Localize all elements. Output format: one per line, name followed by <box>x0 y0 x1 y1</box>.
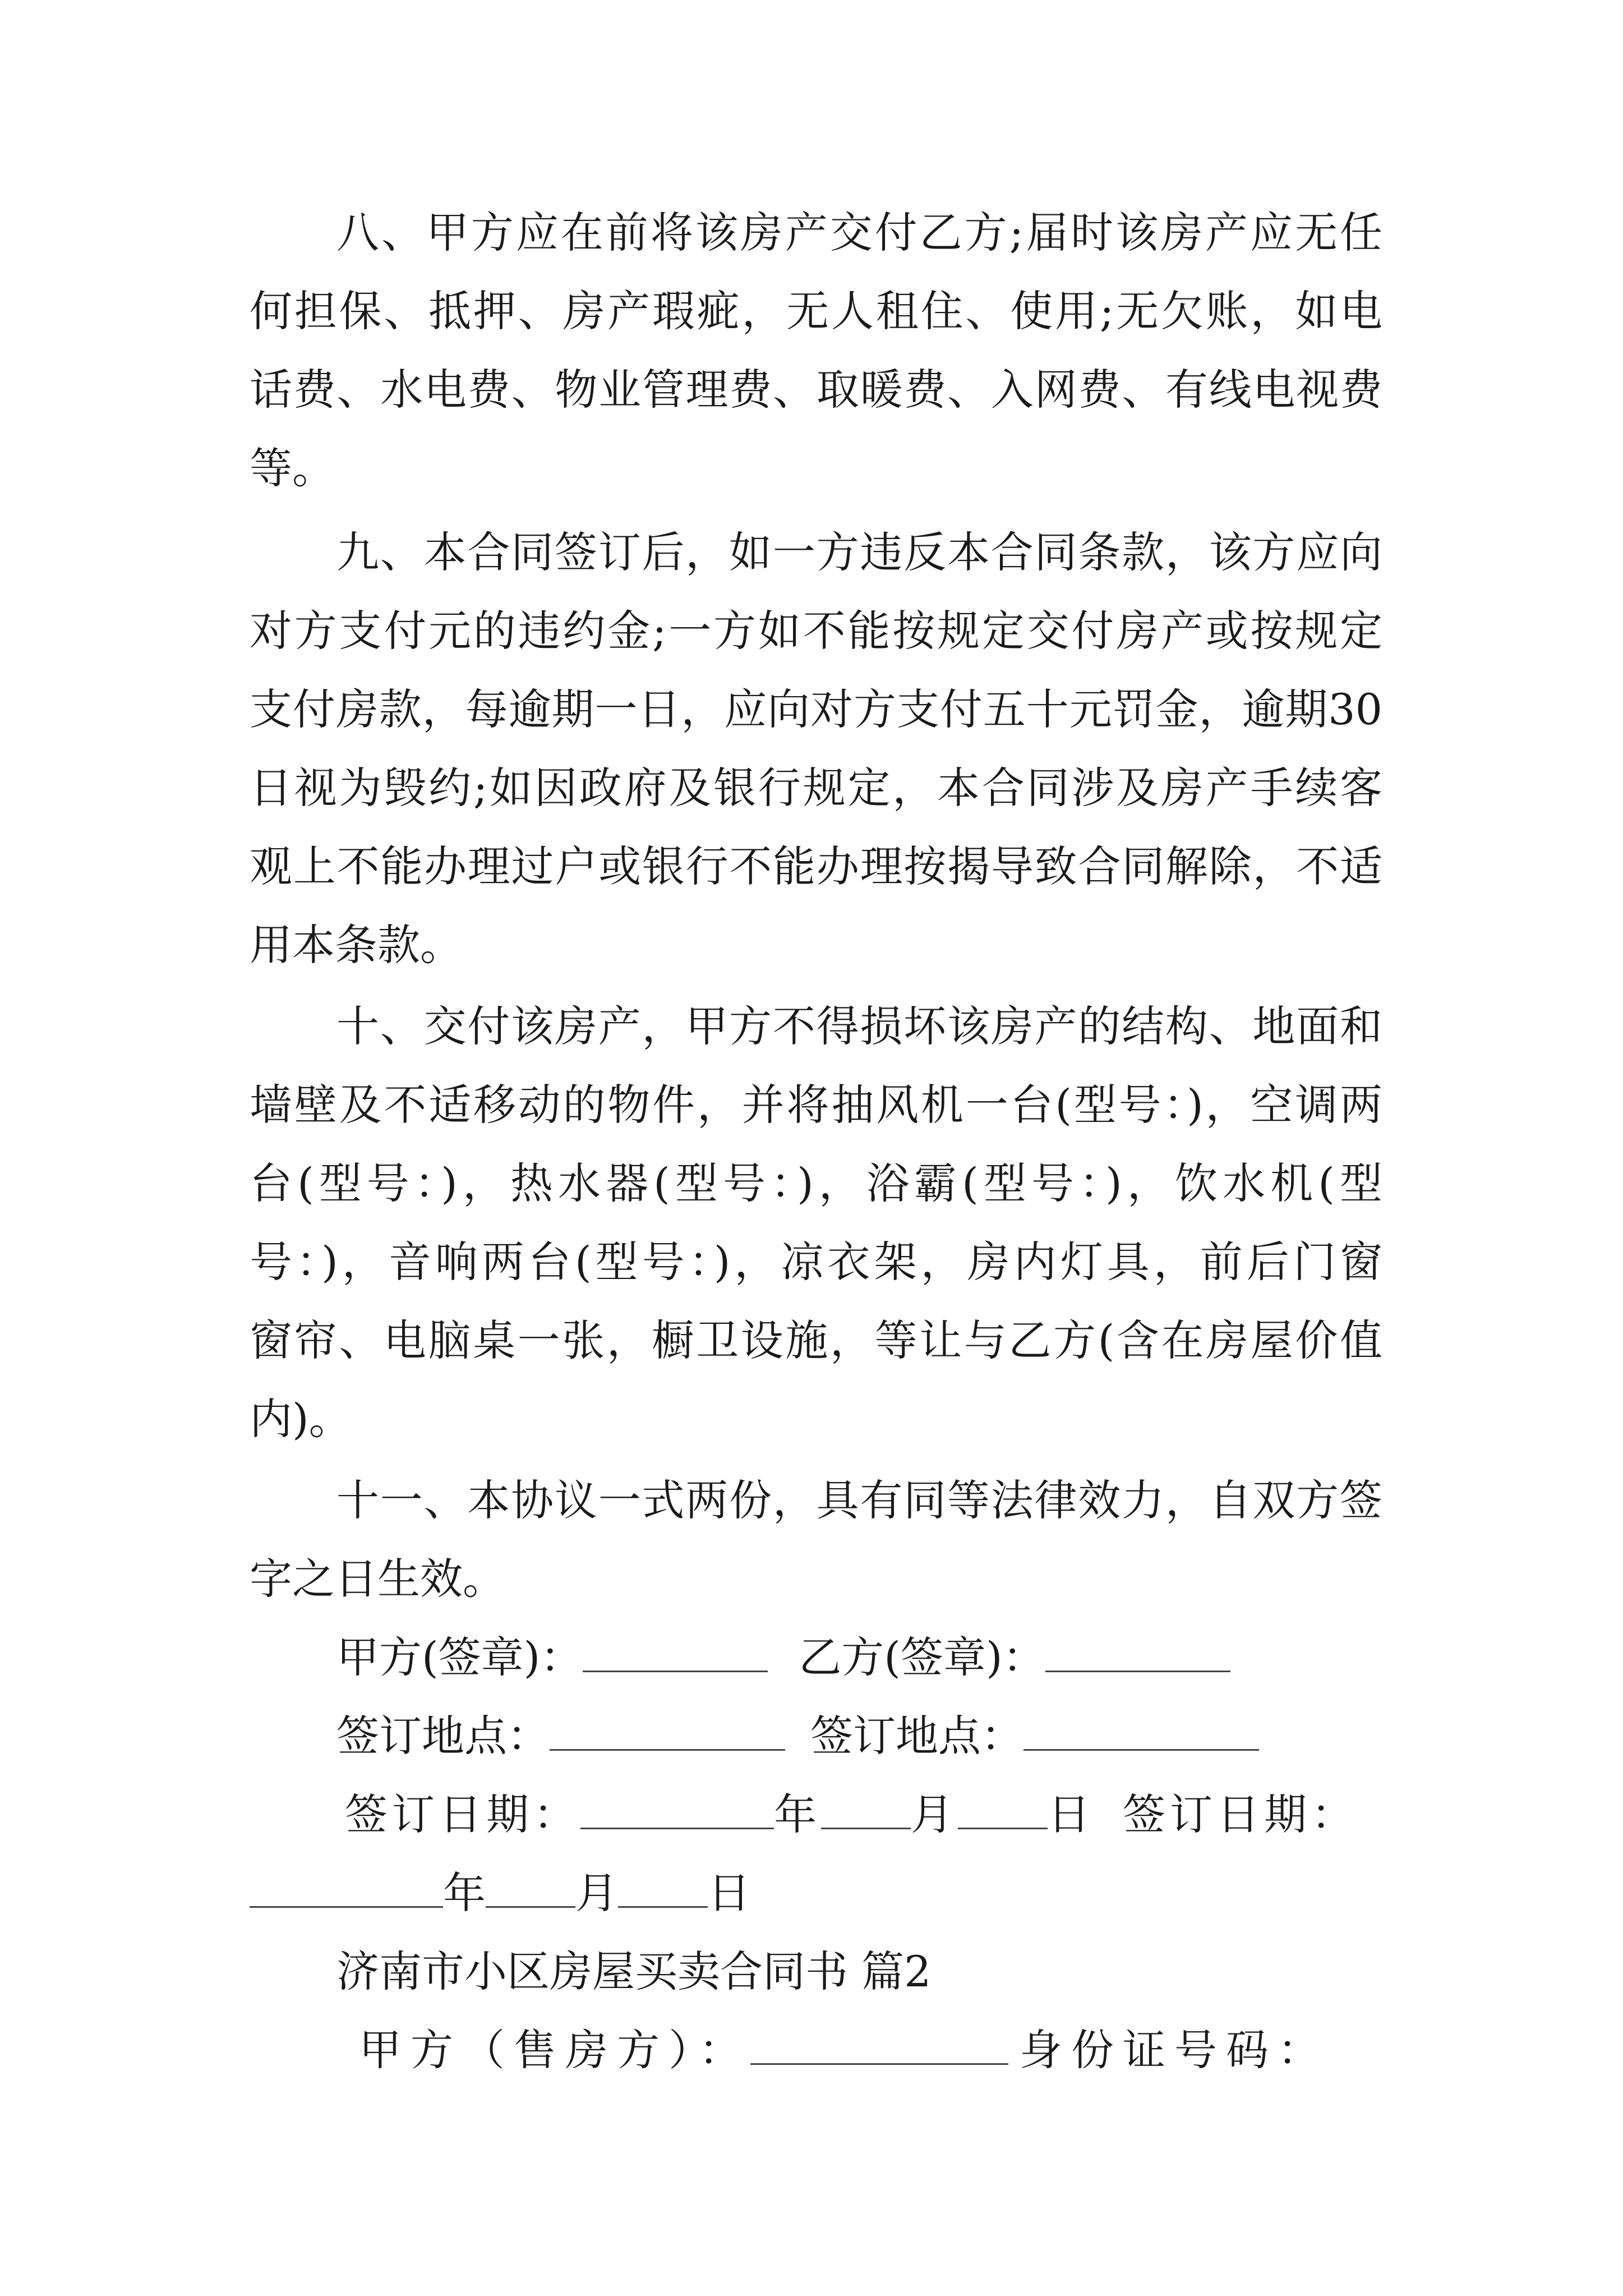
date-a-year-blank <box>580 1788 774 1829</box>
date-b-label: 签订日期： <box>1123 1789 1358 1839</box>
place-a-blank <box>550 1710 785 1751</box>
date-a-month-blank <box>821 1788 911 1829</box>
clause-9-line-3: 支付房款，每逾期一日，应向对方支付五十元罚金，逾期30 <box>250 684 1382 734</box>
clause-9-line-4: 日视为毁约;如因政府及银行规定，本合同涉及房产手续客 <box>250 763 1382 813</box>
signature-row-seal <box>336 1618 1230 1697</box>
signature-row-place <box>336 1697 1259 1775</box>
clause-9-line-5: 观上不能办理过户或银行不能办理按揭导致合同解除，不适 <box>250 841 1382 891</box>
clause-9-line-1: 九、本合同签订后，如一方违反本合同条款，该方应向 <box>336 527 1382 577</box>
seller-label: 甲方（售房方）： <box>359 2025 750 2075</box>
date-a-label: 签订日期： <box>345 1789 580 1839</box>
date-b-month: 月 <box>575 1868 618 1918</box>
seller-row <box>359 2011 1329 2090</box>
signature-row-date-b <box>250 1854 750 1932</box>
place-b-blank <box>1023 1710 1259 1751</box>
date-b-year: 年 <box>443 1868 486 1918</box>
seller-blank <box>750 2024 1008 2065</box>
party-b-seal-label: 乙方(签章)： <box>799 1632 1045 1682</box>
date-a-day: 日 <box>1048 1789 1095 1839</box>
clause-10-line-1: 十、交付该房产，甲方不得损坏该房产的结构、地面和 <box>336 1001 1382 1051</box>
clause-10-line-6: 内)。 <box>250 1394 352 1444</box>
date-a-year: 年 <box>774 1789 821 1839</box>
date-b-month-blank <box>486 1867 575 1908</box>
date-b-year-blank <box>250 1867 443 1908</box>
signature-row-date-a <box>345 1775 1358 1854</box>
clause-8-line-3: 话费、水电费、物业管理费、取暖费、入网费、有线电视费 <box>250 365 1382 415</box>
date-a-month: 月 <box>911 1789 958 1839</box>
id-number-label: 身份证号码： <box>1020 2025 1329 2075</box>
party-a-seal-label: 甲方(签章)： <box>336 1632 583 1682</box>
clause-10-line-3: 台(型号：)，热水器(型号：)，浴霸(型号：)，饮水机(型 <box>250 1158 1382 1208</box>
party-a-seal-blank <box>583 1631 768 1672</box>
clause-8-line-4: 等。 <box>250 443 335 493</box>
clause-11-line-1: 十一、本协议一式两份，具有同等法律效力，自双方签 <box>336 1475 1382 1525</box>
clause-10-line-4: 号：)，音响两台(型号：)，凉衣架，房内灯具，前后门窗 <box>250 1237 1382 1287</box>
place-b-label: 签订地点： <box>810 1711 1023 1761</box>
clause-10-line-2: 墙壁及不适移动的物件，并将抽风机一台(型号：)，空调两 <box>250 1080 1382 1130</box>
section-2-heading: 济南市小区房屋买卖合同书 篇2 <box>336 1947 932 1996</box>
party-b-seal-blank <box>1045 1631 1230 1672</box>
place-a-label: 签订地点： <box>336 1711 550 1761</box>
clause-10-line-5: 窗帘、电脑桌一张，橱卫设施，等让与乙方(含在房屋价值 <box>250 1315 1382 1365</box>
date-b-day-blank <box>618 1867 708 1908</box>
date-b-day: 日 <box>708 1868 750 1918</box>
clause-9-line-6: 用本条款。 <box>250 920 463 970</box>
clause-8-line-2: 何担保、抵押、房产瑕疵，无人租住、使用;无欠账，如电 <box>250 286 1382 336</box>
clause-8-line-1: 八、甲方应在前将该房产交付乙方;届时该房产应无任 <box>336 208 1382 257</box>
date-a-day-blank <box>958 1788 1048 1829</box>
clause-11-line-2: 字之日生效。 <box>250 1554 505 1604</box>
clause-9-line-2: 对方支付元的违约金;一方如不能按规定交付房产或按规定 <box>250 606 1382 656</box>
